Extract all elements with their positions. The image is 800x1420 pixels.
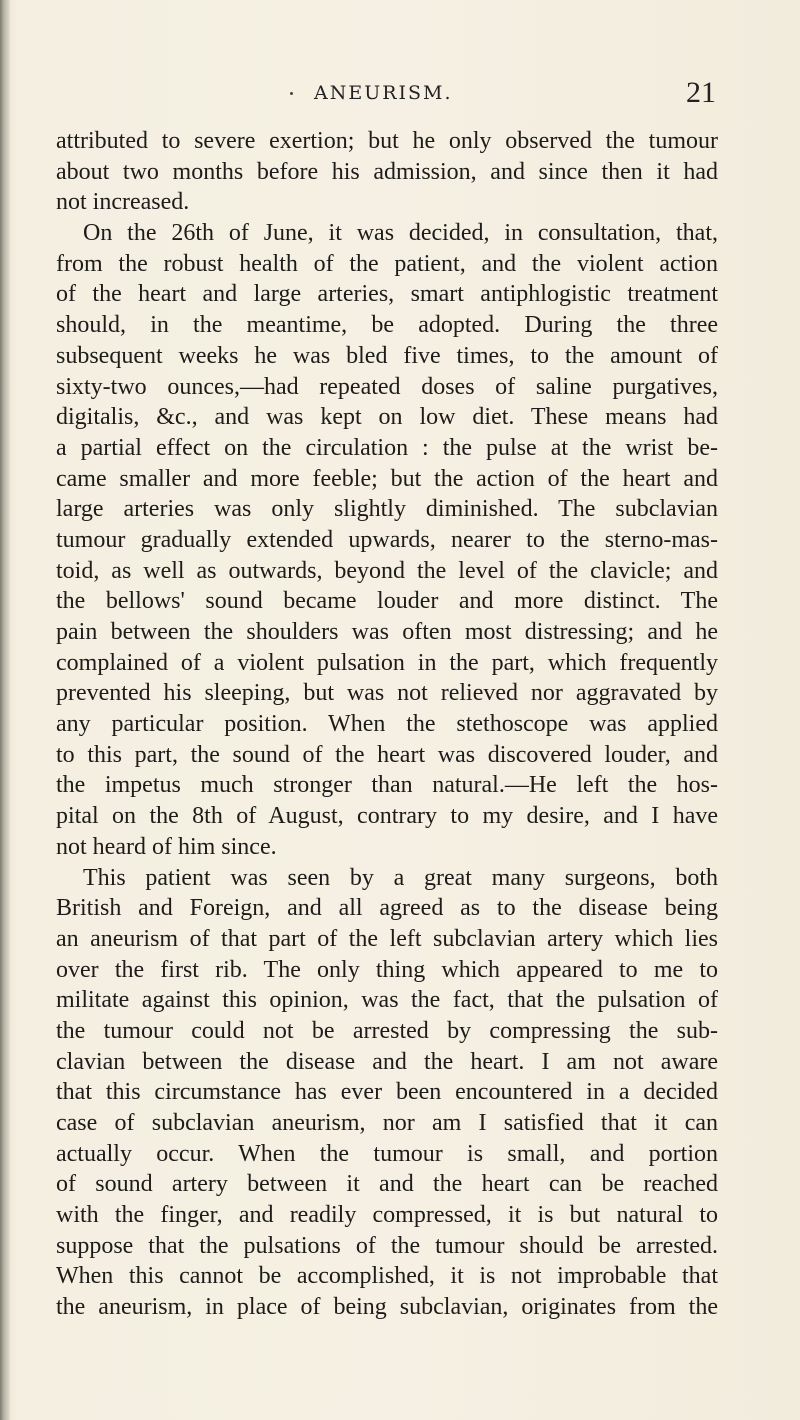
text-line: suppose that the pulsations of the tumour should be arrested. bbox=[56, 1232, 718, 1259]
text-line: pain between the shoulders was often most distressing; and he bbox=[56, 619, 718, 645]
text-line: a partial effect on the circulation : the pulse at the wrist be- bbox=[56, 434, 718, 461]
text-line: about two months before his admission, and since then it had bbox=[56, 158, 718, 185]
text-line: an aneurism of that part of the left subclavian artery which lies bbox=[56, 925, 718, 952]
text-line: not increased. bbox=[56, 189, 190, 216]
text-line: not heard of him since. bbox=[56, 833, 277, 860]
text-line: British and Foreign, and all agreed as to the disease being bbox=[56, 895, 718, 922]
text-line: the aneurism, in place of being subclavian, originates from the bbox=[56, 1294, 718, 1321]
page-number: 21 bbox=[686, 76, 716, 109]
text-line: the bellows' sound became louder and more distinct. The bbox=[56, 588, 718, 615]
text-line: the tumour could not be arrested by compressing the sub- bbox=[56, 1017, 718, 1044]
text-line: pital on the 8th of August, contrary to my desire, and I have bbox=[56, 803, 718, 830]
text-line: complained of a violent pulsation in the part, which frequently bbox=[56, 649, 718, 676]
text-line: large arteries was only slightly diminished. The subclavian bbox=[56, 496, 718, 523]
text-line: This patient was seen by a great many surgeons, both bbox=[83, 864, 718, 891]
text-line: case of subclavian aneurism, nor am I satisfied that it can bbox=[56, 1110, 718, 1136]
text-line: any particular position. When the stethoscope was applied bbox=[56, 711, 718, 738]
text-line: militate against this opinion, was the fact, that the pulsation of bbox=[56, 987, 718, 1014]
text-line: On the 26th of June, it was decided, in consultation, that, bbox=[83, 220, 718, 247]
text-line: prevented his sleeping, but was not relieved nor aggravated by bbox=[56, 680, 718, 707]
text-line: digitalis, &c., and was kept on low diet. These means had bbox=[56, 404, 718, 431]
text-line: toid, as well as outwards, beyond the level of the clavicle; and bbox=[56, 557, 718, 584]
text-line: that this circumstance has ever been encountered in a decided bbox=[56, 1079, 718, 1106]
header-dot bbox=[290, 92, 293, 95]
text-line: attributed to severe exertion; but he only observed the tumour bbox=[56, 128, 718, 154]
text-line: with the finger, and readily compressed, it is but natural to bbox=[56, 1202, 718, 1229]
text-line: When this cannot be accomplished, it is not improbable that bbox=[56, 1263, 718, 1290]
text-line: actually occur. When the tumour is small, and portion bbox=[56, 1140, 718, 1167]
text-line: over the first rib. The only thing which appeared to me to bbox=[56, 956, 718, 983]
text-line: from the robust health of the patient, and the violent action bbox=[56, 250, 718, 277]
page-gutter bbox=[0, 0, 10, 1420]
text-line: came smaller and more feeble; but the action of the heart and bbox=[56, 465, 718, 492]
text-line: of sound artery between it and the heart can be reached bbox=[56, 1171, 718, 1198]
text-line: tumour gradually extended upwards, nearer to the sterno-mas- bbox=[56, 526, 718, 553]
text-line: of the heart and large arteries, smart antiphlogistic treatment bbox=[56, 281, 718, 308]
text-line: subsequent weeks he was bled five times, to the amount of bbox=[56, 342, 718, 369]
body-text bbox=[56, 126, 718, 1323]
text-line: to this part, the sound of the heart was discovered louder, and bbox=[56, 741, 718, 768]
text-line: the impetus much stronger than natural.—He left the hos- bbox=[56, 772, 718, 799]
text-line: should, in the meantime, be adopted. During the three bbox=[56, 312, 718, 339]
text-line: clavian between the disease and the heart. I am not aware bbox=[56, 1048, 718, 1075]
page-header bbox=[0, 76, 800, 116]
text-line: sixty-two ounces,—had repeated doses of saline purgatives, bbox=[56, 373, 718, 400]
running-title: ANEURISM. bbox=[314, 82, 453, 104]
